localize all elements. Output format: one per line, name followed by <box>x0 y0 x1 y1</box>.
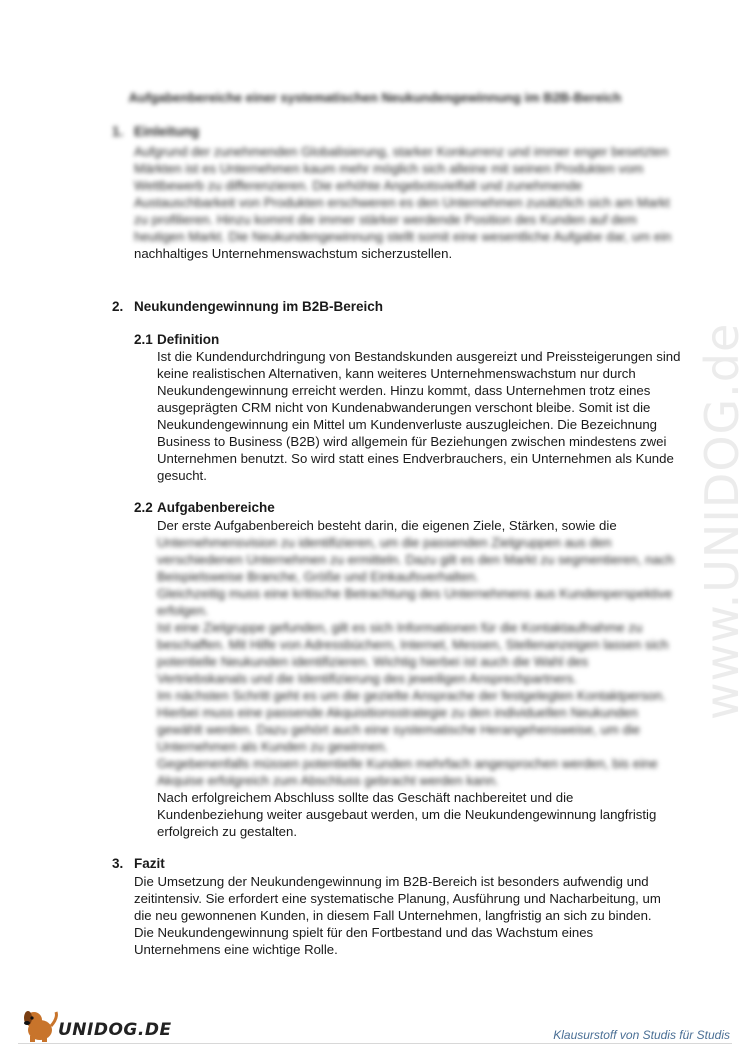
footer-tagline: Klausurstoff von Studis für Studis <box>553 1028 730 1042</box>
text-line: potentielle Neukunden identifizieren. Wichtig hierbei ist auch die Wahl des <box>157 654 589 669</box>
watermark: www.UNIDOG.de <box>695 322 749 720</box>
section-heading-einleitung <box>112 124 199 139</box>
text-line: verschiedenen Unternehmen zu ermitteln. Dazu gilt es den Markt zu segmentieren, nach <box>157 552 674 567</box>
text-line: Unternehmen benutzt. So wird statt eines Endverbrauchers, ein Unternehmen als Kunde <box>157 451 674 466</box>
paragraph-aufgabenbereiche <box>157 517 674 840</box>
paragraph-fazit <box>134 873 661 958</box>
section-heading-neukundengewinnung <box>112 299 383 314</box>
text-line: Im nächsten Schritt geht es um die gezielte Ansprache der festgelegten Kontaktperson. <box>157 688 666 703</box>
text-line: Der erste Aufgabenbereich besteht darin, die eigenen Ziele, Stärken, sowie die <box>157 518 617 533</box>
section-number: 2.2 <box>134 500 153 515</box>
text-line: Business to Business (B2B) wird allgemein für Beziehungen zwischen mindestens zwei <box>157 434 667 449</box>
text-line: Beispielsweise Branche, Größe und Einkaufsverhalten. <box>157 569 479 584</box>
section-number: 3. <box>112 856 124 871</box>
logo-text: UNIDOG.DE <box>58 1020 172 1040</box>
text-line: zu profilieren. Hinzu kommt die immer stärker werdende Position des Kunden auf dem <box>134 212 637 227</box>
text-line: Unternehmensvision zu identifizieren, um die passenden Zielgruppen aus den <box>157 535 612 550</box>
section-number: 2.1 <box>134 332 153 347</box>
text-line: keine realistischen Alternativen, kann weiteres Unternehmenswachstum nur durch <box>157 366 636 381</box>
section-number: 2. <box>112 299 124 314</box>
text-line: nachhaltiges Unternehmenswachstum sicherzustellen. <box>134 246 453 261</box>
text-line: gewählt werden. Dazu gehört auch eine systematische Herangehensweise, um die <box>157 722 641 737</box>
section-title: Aufgabenbereiche <box>157 500 275 515</box>
text-line: Hierbei muss eine passende Akquisitionsstrategie zu den individuellen Neukunden <box>157 705 638 720</box>
text-line: Aufgrund der zunehmenden Globalisierung, starker Konkurrenz und immer enger besetzten <box>134 144 669 159</box>
text-line: Gleichzeitig muss eine kritische Betrachtung des Unternehmens aus Kundenperspektive <box>157 586 673 601</box>
text-line: Neukundengewinnung erreicht werden. Hinzu kommt, dass Unternehmen trotz eines <box>157 383 651 398</box>
text-line: erfolgreich zu gestalten. <box>157 824 298 839</box>
text-line: Austauschbarkeit von Produkten erschweren es den Unternehmen zusätzlich sich am Markt <box>134 195 670 210</box>
text-line: Kundenbeziehung weiter ausgebaut werden, um die Neukundengewinnung langfristig <box>157 807 657 822</box>
section-number: 1. <box>112 124 124 139</box>
text-line: Akquise erfolgreich zum Abschluss gebracht werden kann. <box>157 773 499 788</box>
text-line: Nach erfolgreichem Abschluss sollte das Geschäft nachbereitet und die <box>157 790 574 805</box>
text-line: heutigen Markt. Die Neukundengewinnung stellt somit eine wesentliche Aufgabe dar, um ein <box>134 229 672 244</box>
text-line: Wettbewerb zu differenzieren. Die erhöhte Angebotsvielfalt und zunehmende <box>134 178 583 193</box>
text-line: zeitintensiv. Sie erfordert eine systematische Planung, Ausführung und Nacharbeitung, um <box>134 891 661 906</box>
dog-icon <box>24 1011 56 1042</box>
document-title: Aufgabenbereiche einer systematischen Neukundengewinnung im B2B-Bereich <box>128 90 622 105</box>
text-line: beschaffen. Mit Hilfe von Adressbüchern, Internet, Messen, Stellenanzeigen lassen sich <box>157 637 669 652</box>
text-line: Vertriebskanals und die Identifizierung des jeweiligen Ansprechpartners. <box>157 671 578 686</box>
subsection-heading-aufgabenbereiche <box>134 500 275 515</box>
section-title: Fazit <box>134 856 165 871</box>
text-line: erfolgen. <box>157 603 209 618</box>
text-line: Ist eine Zielgruppe gefunden, gilt es sich Informationen für die Kontaktaufnahme zu <box>157 620 643 635</box>
paragraph-einleitung <box>134 143 671 262</box>
paragraph-definition <box>157 348 680 484</box>
text-line: Unternehmen als Kunden zu gewinnen. <box>157 739 388 754</box>
text-line: Die Umsetzung der Neukundengewinnung im B2B-Bereich ist besonders aufwendig und <box>134 874 649 889</box>
section-title: Definition <box>157 332 220 347</box>
text-line: Neukundengewinnung ein Mittel um Kundenverluste auszugleichen. Die Bezeichnung <box>157 417 657 432</box>
text-line: Märkten ist es Unternehmen kaum mehr möglich sich alleine mit seinen Produkten vom <box>134 161 644 176</box>
text-line: Ist die Kundendurchdringung von Bestandskunden ausgereizt und Preissteigerungen sind <box>157 349 681 364</box>
subsection-heading-definition <box>134 332 219 347</box>
text-line: Gegebenenfalls müssen potentielle Kunden mehrfach angesprochen werden, bis eine <box>157 756 658 771</box>
section-heading-fazit <box>112 856 165 871</box>
section-title: Neukundengewinnung im B2B-Bereich <box>134 299 384 314</box>
text-line: die neu gewonnenen Kunden, in diesem Fall Unternehmen, langfristig an sich zu binden. <box>134 908 652 923</box>
section-title: Einleitung <box>134 124 200 139</box>
text-line: gesucht. <box>157 468 207 483</box>
text-line: Unternehmens eine wichtige Rolle. <box>134 942 338 957</box>
text-line: Die Neukundengewinnung spielt für den Fortbestand und das Wachstum eines <box>134 925 594 940</box>
text-line: ausgeprägten CRM nicht von Kundenabwanderungen verschont bleibe. Somit ist die <box>157 400 651 415</box>
